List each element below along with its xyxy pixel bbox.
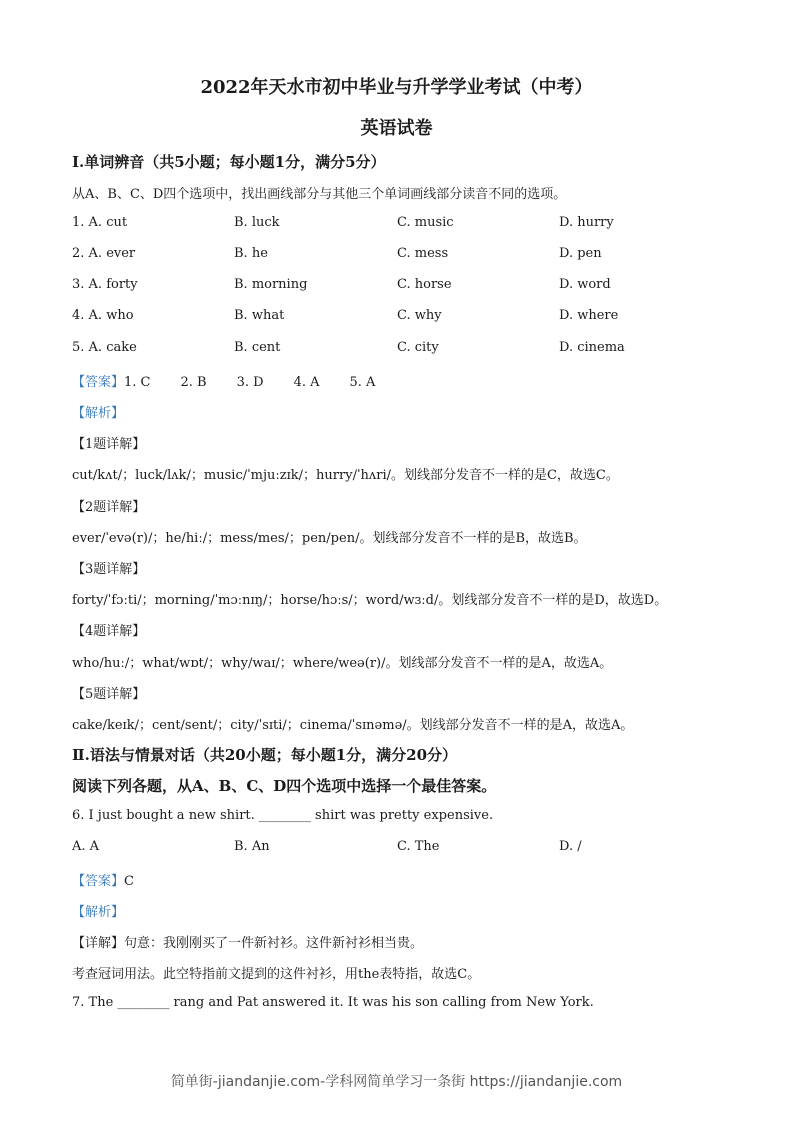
detail-text: 【详解】句意：我刚刚买了一件新衬衫。这件新衬衫相当贵。 [72,936,424,951]
question-stem: 6. I just bought a new shirt. ________ shirt was pretty expensive. [72,808,494,823]
option-c: C. horse [397,277,452,292]
option-c: C. why [397,308,442,323]
option-b: B. luck [234,215,280,230]
option-b: B. what [234,308,285,323]
explain-text: 考查冠词用法。此空特指前文提到的这件衬衫，用the表特指，故选C。 [72,967,481,982]
question-stem: 7. The ________ rang and Pat answered it. It was his son calling from New York. [72,995,594,1010]
footer-watermark: 简单街-jiandanjie.com-学科网简单学习一条街 https://jiandanjie.com [170,1074,623,1090]
section1-heading: Ⅰ.单词辨音（共5小题；每小题1分，满分5分） [72,153,386,171]
detail-label: 【1题详解】 [72,437,146,452]
detail-text: cake/keɪk/；cent/sent/；city/ˈsɪti/；cinema/ˈsɪnəmə/。划线部分发音不一样的是A，故选A。 [72,718,634,733]
answer-value: 5. A [349,375,376,390]
detail-label: 【2题详解】 [72,500,146,515]
option-b: B. cent [234,340,281,355]
option-a: A. A [72,839,100,854]
detail-text: who/huː/；what/wɒt/；why/waɪ/；where/weə(r)/。划线部分发音不一样的是A，故选A。 [72,656,613,671]
answer-line [72,870,134,889]
answer-label: 【答案】 [72,375,125,390]
answer-value: 1. C [124,375,151,390]
option-b: B. morning [234,277,308,292]
answer-line [72,371,405,390]
option-d: D. word [559,277,611,292]
detail-text: forty/ˈfɔːti/；morning/ˈmɔːnɪŋ/；horse/hɔːs/；word/wɜːd/。划线部分发音不一样的是D，故选D。 [72,593,668,608]
option-c: C. music [397,215,454,230]
page-subtitle: 英语试卷 [360,118,433,139]
detail-label: 【3题详解】 [72,562,146,577]
option-a: 2. A. ever [72,246,136,261]
analysis-label: 【解析】 [72,406,125,421]
option-c: C. mess [397,246,449,261]
page-title: 2022年天水市初中毕业与升学学业考试（中考） [200,77,593,98]
option-b: B. he [234,246,268,261]
answer-value: C [124,874,134,889]
answer-value: 4. A [293,375,320,390]
option-c: C. city [397,340,439,355]
analysis-label: 【解析】 [72,905,125,920]
option-a: 3. A. forty [72,277,138,292]
option-a: 1. A. cut [72,215,128,230]
section2-heading: Ⅱ.语法与情景对话（共20小题；每小题1分，满分20分） [72,746,458,764]
option-a: 5. A. cake [72,340,137,355]
option-d: D. hurry [559,215,614,230]
detail-text: ever/ˈevə(r)/；he/hiː/；mess/mes/；pen/pen/。划线部分发音不一样的是B，故选B。 [72,531,587,546]
section1-instruction: 从A、B、C、D四个选项中，找出画线部分与其他三个单词画线部分读音不同的选项。 [72,187,567,202]
option-d: D. / [559,839,582,854]
detail-text: cut/kʌt/；luck/lʌk/；music/ˈmjuːzɪk/；hurry/ˈhʌri/。划线部分发音不一样的是C，故选C。 [72,468,619,483]
option-c: C. The [397,839,440,854]
option-d: D. where [559,308,619,323]
option-d: D. cinema [559,340,625,355]
answer-label: 【答案】 [72,874,125,889]
option-b: B. An [234,839,270,854]
answer-value: 2. B [180,375,207,390]
section2-instruction: 阅读下列各题，从A、B、C、D四个选项中选择一个最佳答案。 [72,777,497,795]
option-a: 4. A. who [72,308,134,323]
detail-label: 【5题详解】 [72,687,146,702]
answer-value: 3. D [236,375,264,390]
detail-label: 【4题详解】 [72,624,146,639]
option-d: D. pen [559,246,602,261]
